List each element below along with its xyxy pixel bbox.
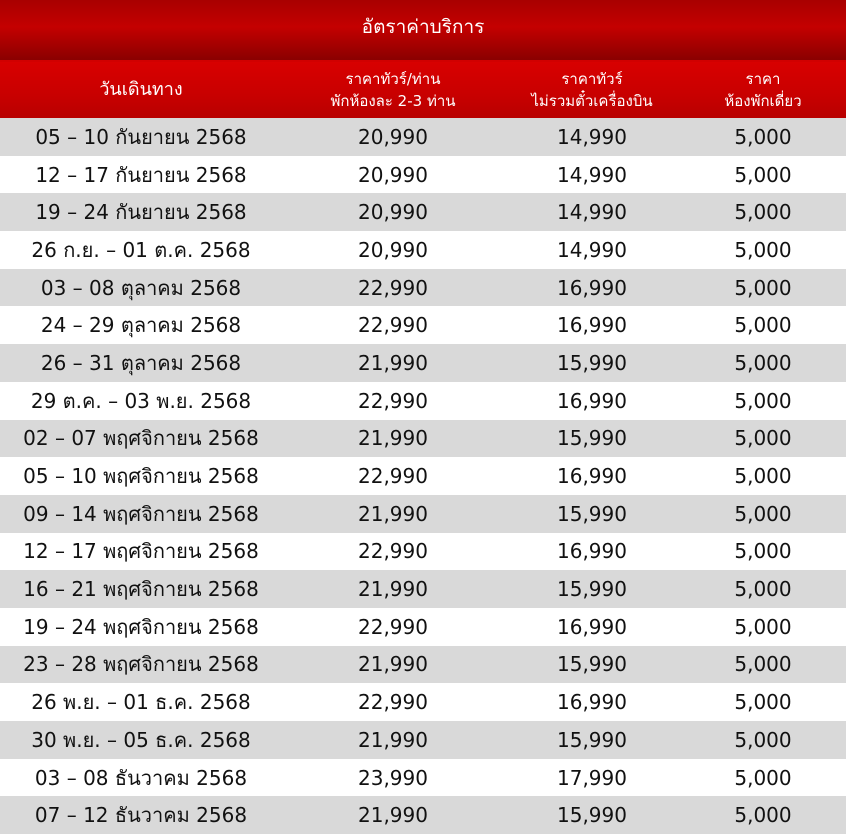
cell-tour-price: 20,990: [358, 162, 428, 187]
table-row: [0, 721, 846, 759]
cell-tour-price: 22,990: [358, 690, 428, 715]
cell-no-flight-price: 15,990: [557, 727, 627, 752]
table-row: [0, 193, 846, 231]
cell-no-flight-price: 15,990: [557, 501, 627, 526]
cell-no-flight-price: 16,990: [557, 313, 627, 338]
cell-travel-date: 03 – 08 ธันวาคม 2568: [34, 765, 248, 790]
cell-single-room-price: 5,000: [734, 690, 792, 715]
table-row: [0, 533, 846, 571]
cell-no-flight-price: 17,990: [557, 765, 627, 790]
header-single-room-price: [680, 62, 846, 118]
table-row: [0, 683, 846, 721]
cell-tour-price: 21,990: [358, 426, 428, 451]
cell-no-flight-price: 15,990: [557, 350, 627, 375]
cell-tour-price: 22,990: [358, 539, 428, 564]
cell-travel-date: 03 – 08 ตุลาคม 2568: [40, 275, 242, 300]
table-row: [0, 759, 846, 797]
cell-single-room-price: 5,000: [734, 350, 792, 375]
cell-tour-price: 22,990: [358, 275, 428, 300]
cell-travel-date: 29 ต.ค. – 03 พ.ย. 2568: [30, 388, 252, 413]
cell-tour-price: 23,990: [358, 765, 428, 790]
cell-tour-price: 21,990: [358, 803, 428, 828]
cell-single-room-price: 5,000: [734, 426, 792, 451]
table-row: [0, 156, 846, 194]
header-no-flight-price: [504, 62, 680, 118]
cell-travel-date: 26 พ.ย. – 01 ธ.ค. 2568: [31, 690, 251, 715]
cell-single-room-price: 5,000: [734, 577, 792, 602]
cell-single-room-price: 5,000: [734, 652, 792, 677]
cell-single-room-price: 5,000: [734, 614, 792, 639]
cell-tour-price: 22,990: [358, 464, 428, 489]
cell-travel-date: 26 – 31 ตุลาคม 2568: [40, 350, 242, 375]
cell-tour-price: 22,990: [358, 388, 428, 413]
table-row: [0, 495, 846, 533]
table-row: [0, 570, 846, 608]
cell-single-room-price: 5,000: [734, 162, 792, 187]
cell-travel-date: 23 – 28 พฤศจิกายน 2568: [23, 652, 259, 677]
cell-single-room-price: 5,000: [734, 237, 792, 262]
table-row: [0, 118, 846, 156]
cell-tour-price: 21,990: [358, 727, 428, 752]
cell-tour-price: 22,990: [358, 614, 428, 639]
cell-travel-date: 05 – 10 กันยายน 2568: [35, 124, 247, 149]
cell-no-flight-price: 15,990: [557, 652, 627, 677]
cell-no-flight-price: 16,990: [557, 275, 627, 300]
cell-travel-date: 16 – 21 พฤศจิกายน 2568: [23, 577, 259, 602]
cell-tour-price: 21,990: [358, 652, 428, 677]
table-row: [0, 608, 846, 646]
header-no-flight-price-line1: ราคาทัวร์: [561, 70, 623, 88]
table-title: อัตราค่าบริการ: [0, 0, 846, 62]
cell-single-room-price: 5,000: [734, 313, 792, 338]
cell-single-room-price: 5,000: [734, 388, 792, 413]
cell-no-flight-price: 16,990: [557, 464, 627, 489]
cell-no-flight-price: 14,990: [557, 200, 627, 225]
cell-tour-price: 21,990: [358, 501, 428, 526]
table-row: [0, 306, 846, 344]
cell-tour-price: 20,990: [358, 124, 428, 149]
table-body: [0, 118, 846, 834]
cell-single-room-price: 5,000: [734, 765, 792, 790]
cell-travel-date: 26 ก.ย. – 01 ต.ค. 2568: [31, 237, 251, 262]
cell-no-flight-price: 16,990: [557, 539, 627, 564]
cell-no-flight-price: 16,990: [557, 690, 627, 715]
table-header: [0, 62, 846, 118]
cell-no-flight-price: 15,990: [557, 426, 627, 451]
cell-single-room-price: 5,000: [734, 539, 792, 564]
cell-no-flight-price: 14,990: [557, 124, 627, 149]
header-tour-price-line1: ราคาทัวร์/ท่าน: [345, 70, 441, 88]
cell-single-room-price: 5,000: [734, 275, 792, 300]
cell-no-flight-price: 16,990: [557, 388, 627, 413]
header-tour-price-line2: พักห้องละ 2-3 ท่าน: [330, 92, 456, 110]
cell-single-room-price: 5,000: [734, 124, 792, 149]
cell-travel-date: 12 – 17 กันยายน 2568: [35, 162, 247, 187]
header-travel-date: [0, 62, 282, 118]
cell-travel-date: 19 – 24 พฤศจิกายน 2568: [23, 614, 259, 639]
cell-tour-price: 20,990: [358, 237, 428, 262]
cell-single-room-price: 5,000: [734, 501, 792, 526]
cell-travel-date: 09 – 14 พฤศจิกายน 2568: [23, 501, 259, 526]
table-row: [0, 646, 846, 684]
cell-single-room-price: 5,000: [734, 464, 792, 489]
cell-no-flight-price: 15,990: [557, 577, 627, 602]
table-row: [0, 796, 846, 834]
cell-travel-date: 19 – 24 กันยายน 2568: [35, 200, 247, 225]
cell-tour-price: 21,990: [358, 350, 428, 375]
cell-no-flight-price: 16,990: [557, 614, 627, 639]
table-row: [0, 457, 846, 495]
cell-travel-date: 30 พ.ย. – 05 ธ.ค. 2568: [31, 727, 251, 752]
cell-travel-date: 07 – 12 ธันวาคม 2568: [34, 803, 248, 828]
header-single-room-price-line2: ห้องพักเดี่ยว: [724, 92, 802, 110]
header-no-flight-price-line2: ไม่รวมตั๋วเครื่องบิน: [531, 92, 653, 110]
header-travel-date-label: วันเดินทาง: [99, 79, 183, 100]
table-row: [0, 231, 846, 269]
table-row: [0, 269, 846, 307]
cell-no-flight-price: 14,990: [557, 237, 627, 262]
cell-tour-price: 20,990: [358, 200, 428, 225]
cell-single-room-price: 5,000: [734, 727, 792, 752]
table-row: [0, 420, 846, 458]
cell-travel-date: 24 – 29 ตุลาคม 2568: [40, 313, 242, 338]
header-single-room-price-line1: ราคา: [745, 70, 781, 88]
cell-travel-date: 05 – 10 พฤศจิกายน 2568: [23, 464, 259, 489]
cell-no-flight-price: 14,990: [557, 162, 627, 187]
table-row: [0, 382, 846, 420]
cell-tour-price: 21,990: [358, 577, 428, 602]
cell-travel-date: 12 – 17 พฤศจิกายน 2568: [23, 539, 259, 564]
header-tour-price: [282, 62, 504, 118]
cell-tour-price: 22,990: [358, 313, 428, 338]
cell-no-flight-price: 15,990: [557, 803, 627, 828]
cell-travel-date: 02 – 07 พฤศจิกายน 2568: [23, 426, 259, 451]
table-row: [0, 344, 846, 382]
cell-single-room-price: 5,000: [734, 803, 792, 828]
cell-single-room-price: 5,000: [734, 200, 792, 225]
